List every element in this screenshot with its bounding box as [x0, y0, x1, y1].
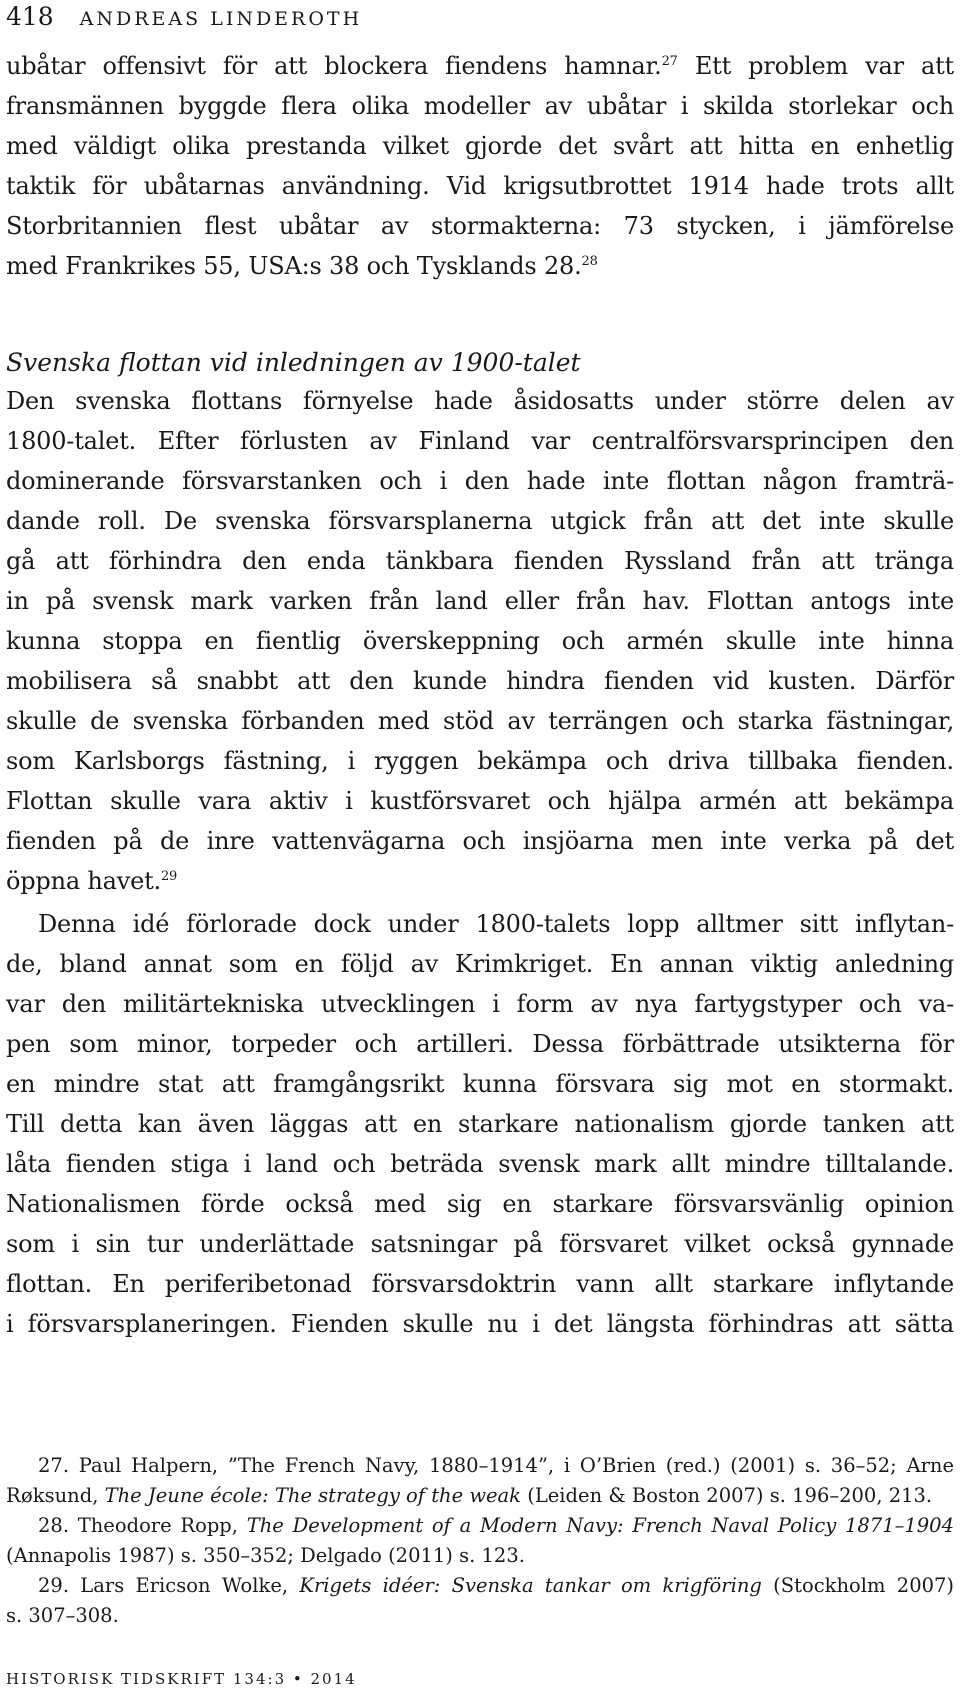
text-line: en mindre stat att framgångsrikt kunna försvara sig mot en stormakt. — [6, 1070, 954, 1098]
text-line: med Frankrikes 55, USA:s 38 och Tysklands 28.28 — [6, 252, 598, 280]
footnote-ref-27[interactable]: 27 — [661, 54, 678, 69]
footnote-ref-28[interactable]: 28 — [581, 254, 598, 269]
footnote-line: s. 307–308. — [6, 1604, 119, 1627]
text-line: taktik för ubåtarnas användning. Vid krigsutbrottet 1914 hade trots allt — [6, 172, 954, 200]
footnotes — [6, 1451, 954, 1631]
text-line: dande roll. De svenska försvarsplanerna utgick från att det inte skulle — [6, 507, 954, 535]
text-line: in på svensk mark varken från land eller från hav. Flottan antogs inte — [6, 587, 954, 615]
text-line: med väldigt olika prestanda vilket gjorde det svårt att hitta en enhetlig — [6, 132, 954, 160]
section-heading: Svenska flottan vid inledningen av 1900-talet — [6, 348, 581, 377]
text-line: ubåtar offensivt för att blockera fiendens hamnar.$^{27}$ Ett problem var att — [6, 52, 954, 80]
footnote-line: 28. Theodore Ropp, The Development of a Modern Navy: French Naval Policy 1871–1904 — [38, 1514, 954, 1537]
text-line: Till detta kan även läggas att en starkare nationalism gjorde tanken att — [6, 1110, 954, 1138]
text-line: fransmännen byggde flera olika modeller av ubåtar i skilda storlekar och — [6, 92, 954, 120]
text-line: Flottan skulle vara aktiv i kustförsvaret och hjälpa armén att bekämpa — [6, 787, 954, 815]
footnote-28 — [6, 1511, 954, 1571]
text-line: skulle de svenska förbanden med stöd av terrängen och starka fästningar, — [6, 707, 954, 735]
text-line: Denna idé förlorade dock under 1800-talets lopp alltmer sitt inflytan- — [38, 910, 954, 938]
text-line: gå att förhindra den enda tänkbara fienden Ryssland från att tränga — [6, 547, 954, 575]
footnote-line: 27. Paul Halpern, ”The French Navy, 1880–1914”, i O’Brien (red.) (2001) s. 36–52; Arne — [38, 1454, 954, 1477]
footnote-line: Røksund, The Jeune école: The strategy of the weak (Leiden & Boston 2007) s. 196–200, 213. — [6, 1484, 933, 1507]
footnote-ref-29[interactable]: 29 — [160, 869, 178, 884]
paragraph-2 — [6, 381, 954, 901]
text-line: öppna havet.$^{29}$ — [6, 867, 178, 895]
footnote-27 — [6, 1451, 954, 1511]
text-line: pen som minor, torpeder och artilleri. Dessa förbättrade utsikterna för — [6, 1030, 954, 1058]
text-line: dominerande försvarstanken och i den hade inte flottan någon framträ- — [6, 467, 954, 495]
text-line: 1800-talet. Efter förlusten av Finland var centralförsvarsprincipen den — [6, 427, 954, 455]
text-line: i försvarsplaneringen. Fienden skulle nu i det längsta förhindras att sätta — [6, 1310, 954, 1338]
text-line: Den svenska flottans förnyelse hade åsidosatts under större delen av — [6, 387, 954, 415]
text-line: fienden på de inre vattenvägarna och insjöarna men inte verka på det — [6, 827, 954, 855]
paragraph-3 — [6, 904, 954, 1344]
text-line: kunna stoppa en fientlig överskeppning och armén skulle inte hinna — [6, 627, 954, 655]
footnote-line: (Annapolis 1987) s. 350–352; Delgado (2011) s. 123. — [6, 1544, 525, 1567]
text-line: de, bland annat som en följd av Krimkriget. En annan viktig anledning — [6, 950, 954, 978]
footnote-line: 29. Lars Ericson Wolke, Krigets idéer: Svenska tankar om krigföring (Stockholm 2007) — [38, 1574, 955, 1597]
text-line: som i sin tur underlättade satsningar på försvaret vilket också gynnade — [6, 1230, 954, 1258]
text-line: Nationalismen förde också med sig en starkare försvarsvänlig opinion — [6, 1190, 954, 1218]
text-line: mobilisera så snabbt att den kunde hindra fienden vid kusten. Därför — [6, 667, 954, 695]
text-line: flottan. En periferibetonad försvarsdoktrin vann allt starkare inflytande — [6, 1270, 954, 1298]
text-line: var den militärtekniska utvecklingen i form av nya fartygstyper och va- — [6, 990, 954, 1018]
footnote-29 — [6, 1571, 954, 1631]
text-line: låta fienden stiga i land och beträda svensk mark allt mindre tilltalande. — [6, 1150, 954, 1178]
journal-footer: HISTORISK TIDSKRIFT 134:3 • 2014 — [6, 1670, 357, 1688]
text-line: Storbritannien flest ubåtar av stormakterna: 73 stycken, i jämförelse — [6, 212, 954, 240]
running-head — [6, 2, 362, 32]
author-name: ANDREAS LINDEROTH — [79, 8, 363, 30]
text-line: som Karlsborgs fästning, i ryggen bekämpa och driva tillbaka fienden. — [6, 747, 954, 775]
paragraph-1 — [6, 46, 954, 286]
page-number: 418 — [6, 2, 54, 31]
